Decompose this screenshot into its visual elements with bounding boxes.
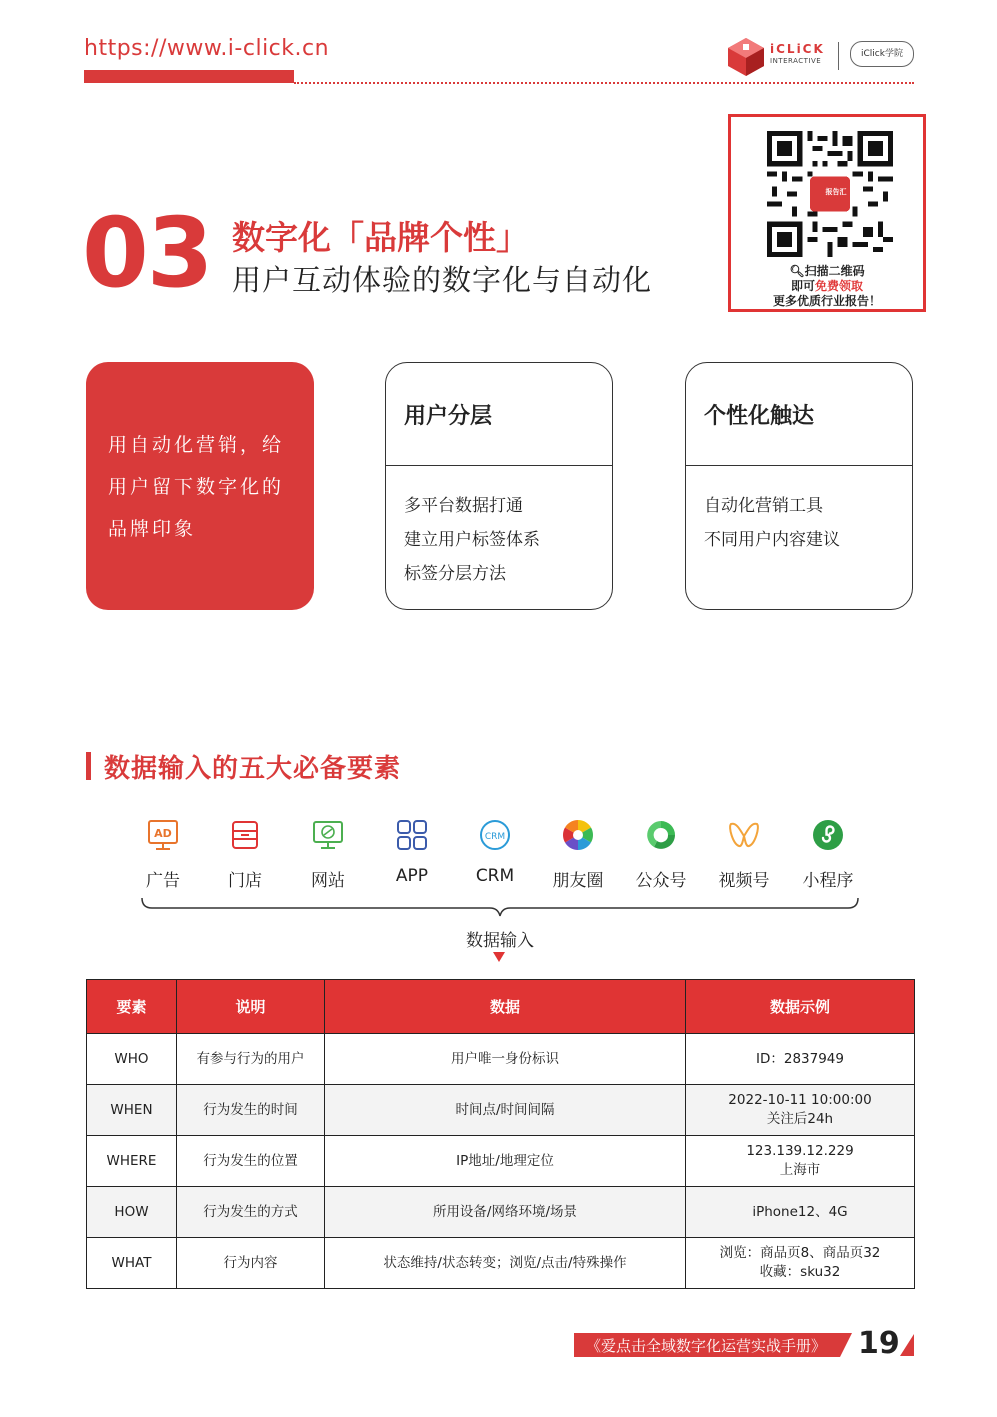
ad-icon-text: AD xyxy=(154,827,172,840)
card-list xyxy=(704,489,840,557)
table-cell: WHAT xyxy=(87,1238,177,1289)
card-list xyxy=(404,489,540,591)
crm-icon xyxy=(478,818,512,852)
table-header-row xyxy=(87,980,915,1034)
table-cell: WHO xyxy=(87,1034,177,1085)
table-row xyxy=(87,1034,915,1085)
example-line: 2022-10-11 10:00:00 xyxy=(728,1092,872,1108)
brand-logo xyxy=(726,36,916,76)
header-red-bar xyxy=(84,70,294,83)
table-cell: 行为发生的位置 xyxy=(177,1136,325,1187)
column-header: 要素 xyxy=(87,980,177,1034)
list-item: 建立用户标签体系 xyxy=(404,530,540,550)
card-divider xyxy=(386,465,612,466)
source-label: 小程序 xyxy=(802,871,854,891)
qr-caption xyxy=(731,264,923,309)
qr-code-panel xyxy=(728,114,926,312)
list-item: 自动化营销工具 xyxy=(704,496,823,516)
crm-icon-text: CRM xyxy=(484,832,506,842)
example-line: iPhone12、4G xyxy=(752,1203,848,1220)
source-official-account xyxy=(626,818,696,891)
source-crm xyxy=(460,818,530,886)
table-cell: 行为发生的时间 xyxy=(177,1085,325,1136)
table-row xyxy=(87,1187,915,1238)
personalized-reach-card xyxy=(685,362,913,610)
source-label: CRM xyxy=(475,866,515,886)
section-number: 03 xyxy=(82,197,212,309)
example-line: 123.139.12.229 xyxy=(746,1143,854,1159)
table-cell: 用户唯一身份标识 xyxy=(325,1034,686,1085)
table-row xyxy=(87,1136,915,1187)
source-label: 视频号 xyxy=(718,871,770,891)
example-line: 收藏：sku32 xyxy=(759,1264,841,1280)
table-row xyxy=(87,1238,915,1289)
source-channels xyxy=(709,818,779,891)
mini-program-icon xyxy=(811,818,845,852)
table-cell: 行为内容 xyxy=(177,1238,325,1289)
column-header: 说明 xyxy=(177,980,325,1034)
site-url[interactable]: https://www.i-click.cn xyxy=(84,36,330,61)
table-cell-example xyxy=(686,1085,915,1136)
table-row xyxy=(87,1085,915,1136)
grouping-brace xyxy=(140,896,860,920)
table-cell: WHERE xyxy=(87,1136,177,1187)
moments-icon xyxy=(561,818,595,852)
column-header: 数据示例 xyxy=(686,980,915,1034)
academy-badge: iClick学院 xyxy=(850,41,914,67)
example-line: 浏览：商品页8、商品页32 xyxy=(719,1245,881,1261)
qr-caption-line3: 更多优质行业报告！ xyxy=(772,294,881,308)
table-cell: 行为发生的方式 xyxy=(177,1187,325,1238)
header-dotted-rule xyxy=(294,82,914,84)
intro-card xyxy=(86,362,314,610)
table-cell: IP地址/地理定位 xyxy=(325,1136,686,1187)
table-cell: 有参与行为的用户 xyxy=(177,1034,325,1085)
arrow-down-icon xyxy=(493,952,505,962)
qr-caption-highlight: 免费领取 xyxy=(815,279,864,293)
source-website xyxy=(293,818,363,891)
table-cell: WHEN xyxy=(87,1085,177,1136)
channels-icon xyxy=(727,818,761,852)
qr-caption-line2-prefix: 即可 xyxy=(790,279,815,293)
logo-wordmark: iCLiCK xyxy=(770,42,825,56)
book-title: 《爱点击全域数字化运营实战手册》 xyxy=(586,1337,827,1355)
app-grid-icon xyxy=(395,818,429,852)
table-cell-example xyxy=(686,1136,915,1187)
example-line: 关注后24h xyxy=(766,1111,834,1127)
logo-subtext: INTERACTIVE xyxy=(770,57,822,65)
magnifier-icon: 🔍︎ xyxy=(789,264,805,278)
source-mini-program xyxy=(793,818,863,891)
intro-line: 用自动化营销，给 xyxy=(108,434,285,456)
qr-center-label: 报告汇 xyxy=(825,188,847,196)
example-line: ID：2837949 xyxy=(755,1050,844,1067)
source-app xyxy=(377,818,447,886)
source-label: APP xyxy=(395,866,429,886)
page-number-accent xyxy=(900,1334,914,1356)
table-cell: 所用设备/网络环境/场景 xyxy=(325,1187,686,1238)
logo-separator xyxy=(838,42,839,70)
source-store xyxy=(210,818,280,891)
page-number: 19 xyxy=(858,1326,900,1361)
source-moments xyxy=(543,818,613,891)
source-label: 门店 xyxy=(228,871,262,891)
heading-accent-bar xyxy=(86,752,91,780)
table-cell: 时间点/时间间隔 xyxy=(325,1085,686,1136)
example-line: 上海市 xyxy=(779,1162,821,1178)
card-divider xyxy=(686,465,912,466)
source-label: 朋友圈 xyxy=(552,871,604,891)
data-input-label: 数据输入 xyxy=(466,931,534,951)
website-icon xyxy=(311,818,345,852)
table-cell-example xyxy=(686,1238,915,1289)
official-account-icon xyxy=(644,818,678,852)
intro-line: 用户留下数字化的 xyxy=(108,476,285,498)
ad-icon xyxy=(146,818,180,852)
card-title: 用户分层 xyxy=(404,404,493,429)
data-input-heading: 数据输入的五大必备要素 xyxy=(104,754,402,784)
table-cell-example xyxy=(686,1034,915,1085)
table-cell-example xyxy=(686,1187,915,1238)
section-subtitle: 用户互动体验的数字化与自动化 xyxy=(232,263,653,297)
store-icon xyxy=(228,818,262,852)
list-item: 不同用户内容建议 xyxy=(704,530,840,550)
list-item: 多平台数据打通 xyxy=(404,496,523,516)
source-ad xyxy=(128,818,198,891)
source-label: 广告 xyxy=(146,871,180,891)
source-label: 网站 xyxy=(311,871,345,891)
user-segmentation-card xyxy=(385,362,613,610)
source-label: 公众号 xyxy=(635,871,687,891)
table-cell: HOW xyxy=(87,1187,177,1238)
section-title: 数字化「品牌个性」 xyxy=(232,218,529,257)
qr-caption-line1: 扫描二维码 xyxy=(804,264,865,278)
logo-cube-icon xyxy=(726,36,766,76)
table-cell: 状态维持/状态转变；浏览/点击/特殊操作 xyxy=(325,1238,686,1289)
column-header: 数据 xyxy=(325,980,686,1034)
card-title: 个性化触达 xyxy=(704,404,815,429)
list-item: 标签分层方法 xyxy=(404,564,506,584)
intro-line: 品牌印象 xyxy=(108,518,197,540)
data-elements-table xyxy=(86,979,915,1289)
